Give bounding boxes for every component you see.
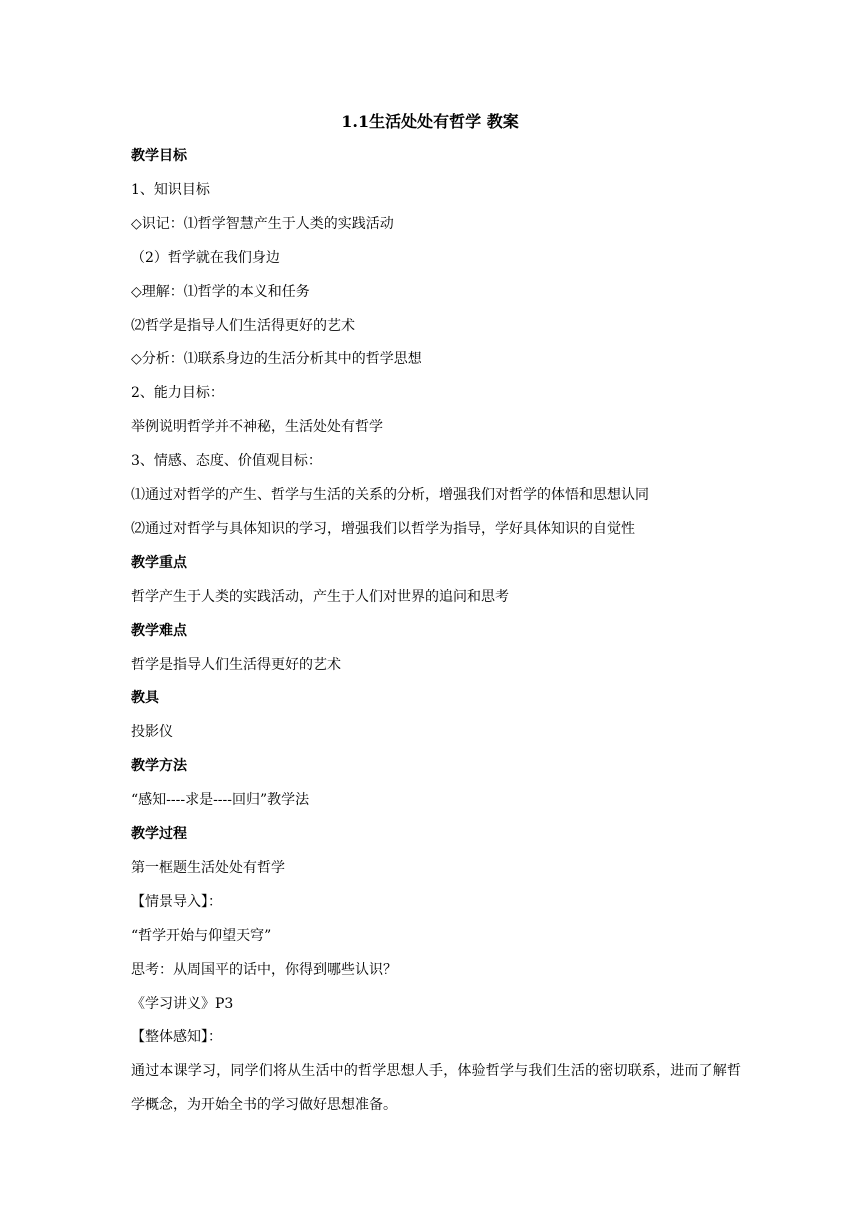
body-line: 思考：从周国平的话中，你得到哪些认识？ bbox=[131, 961, 397, 978]
body-line: ◇识记：⑴哲学智慧产生于人类的实践活动 bbox=[131, 215, 394, 232]
body-line: 举例说明哲学并不神秘，生活处处有哲学 bbox=[131, 419, 383, 436]
body-line: 1、知识目标 bbox=[131, 181, 210, 198]
body-line: （2）哲学就在我们身边 bbox=[131, 249, 280, 266]
section-heading: 教具 bbox=[131, 690, 159, 707]
document-title: 1.1生活处处有哲学 教案 bbox=[341, 112, 519, 131]
body-line: “哲学开始与仰望天穹” bbox=[131, 927, 272, 944]
body-line: ⑵哲学是指导人们生活得更好的艺术 bbox=[131, 317, 355, 334]
body-line: ◇分析：⑴联系身边的生活分析其中的哲学思想 bbox=[131, 351, 422, 368]
body-line: 2、能力目标： bbox=[131, 385, 224, 402]
body-line: 【整体感知】： bbox=[131, 1029, 222, 1046]
section-heading: 教学过程 bbox=[131, 826, 187, 842]
body-line: 【情景导入】： bbox=[131, 893, 222, 910]
section-heading: 教学难点 bbox=[131, 622, 187, 639]
closing-paragraph: 通过本课学习，同学们将从生活中的哲学思想人手，体验哲学与我们生活的密切联系，进而了解哲学概念，为开始全书的学习做好思想准备。 bbox=[131, 1063, 741, 1114]
section-heading: 教学方法 bbox=[131, 758, 187, 775]
body-line: 哲学产生于人类的实践活动，产生于人们对世界的追问和思考 bbox=[131, 588, 509, 605]
body-line: ◇理解：⑴哲学的本义和任务 bbox=[131, 283, 310, 300]
body-line: ⑵通过对哲学与具体知识的学习，增强我们以哲学为指导，学好具体知识的自觉性 bbox=[131, 520, 635, 537]
body-line: 3、情感、态度、价值观目标： bbox=[131, 453, 322, 470]
section-heading: 教学重点 bbox=[131, 554, 187, 571]
body-line: 《学习讲义》P3 bbox=[131, 995, 234, 1012]
body-line: ⑴通过对哲学的产生、哲学与生活的关系的分析，增强我们对哲学的体悟和思想认同 bbox=[131, 487, 649, 503]
section-heading: 教学目标 bbox=[131, 148, 187, 164]
body-line: 哲学是指导人们生活得更好的艺术 bbox=[131, 656, 341, 673]
body-line: “感知----求是----回归”教学法 bbox=[131, 792, 310, 809]
body-line: 投影仪 bbox=[131, 724, 173, 741]
body-line: 第一框题生活处处有哲学 bbox=[131, 859, 285, 876]
